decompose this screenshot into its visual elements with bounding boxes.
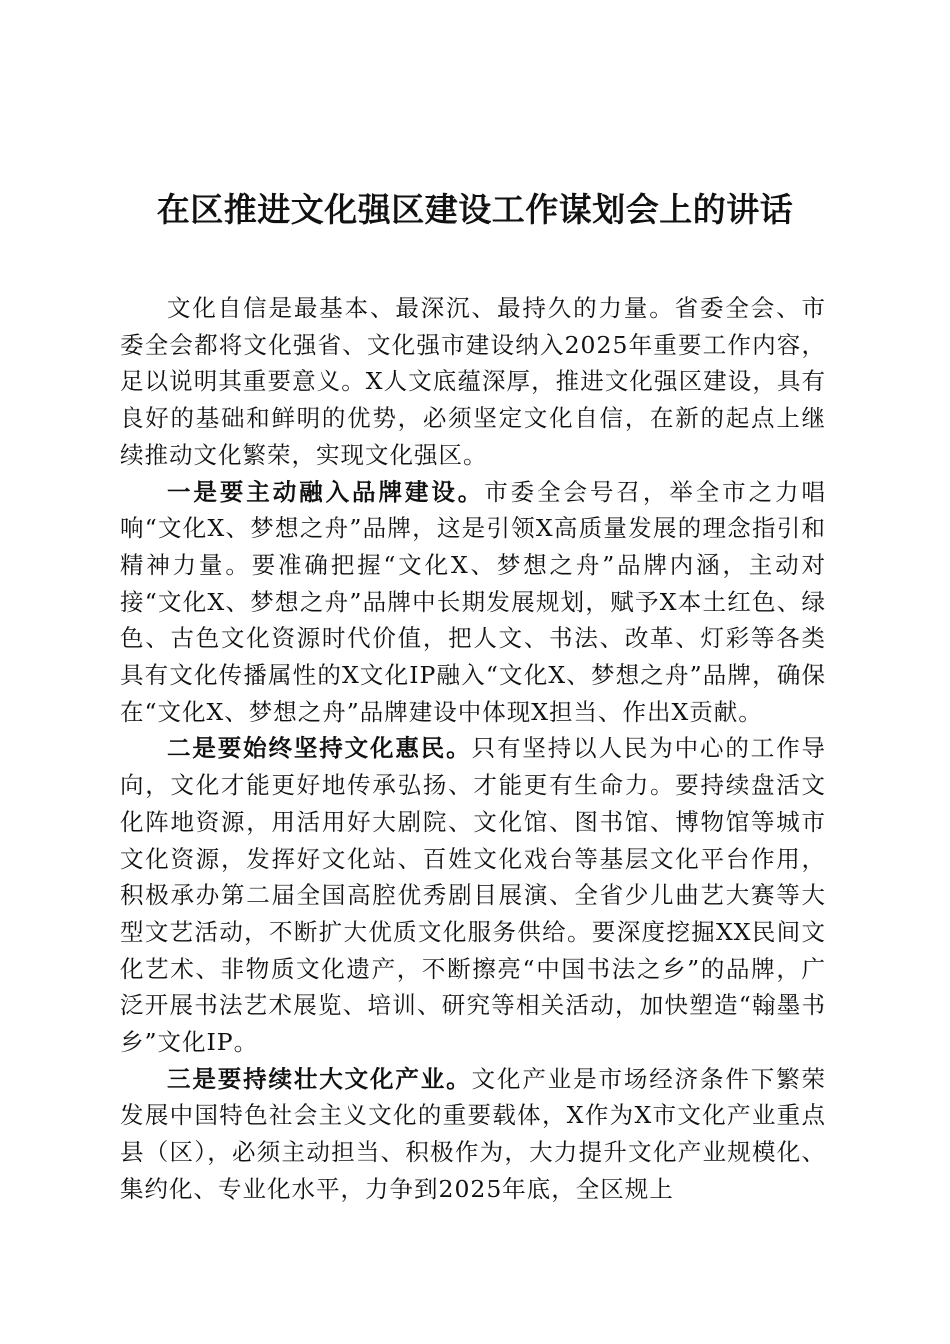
paragraph-lead: 三是要持续壮大文化产业。 [167, 1064, 472, 1093]
paragraph-text: 文化产业是市场经济条件下繁荣发展中国特色社会主义文化的重要载体，X作为X市文化产业重点县（区），必须主动担当、积极作为，大力提升文化产业规模化、集约化、专业化水平，力争到2025年底，全区规上 [120, 1064, 827, 1203]
paragraph-brand-building [120, 474, 826, 731]
document-body [120, 290, 826, 1208]
paragraph-text: 市委全会号召，举全市之力唱响“文化X、梦想之舟”品牌，这是引领X高质量发展的理念指引和精神力量。要准确把握“文化X、梦想之舟”品牌内涵，主动对接“文化X、梦想之舟”品牌中长期发展规划，赋予X本土红色、绿色、古色文化资源时代价值，把人文、书法、改革、灯彩等各类具有文化传播属性的X文化IP融入“文化X、梦想之舟”品牌，确保在“文化X、梦想之舟”品牌建设中体现X担当、作出X贡献。 [120, 477, 826, 726]
paragraph-lead: 一是要主动融入品牌建设。 [167, 477, 485, 506]
paragraph-intro [120, 290, 826, 474]
paragraph-text: 文化自信是最基本、最深沉、最持久的力量。省委全会、市委全会都将文化强省、文化强市建设纳入2025年重要工作内容，足以说明其重要意义。X人文底蕴深厚，推进文化强区建设，具有良好的基础和鲜明的优势，必须坚定文化自信，在新的起点上继续推动文化繁荣，实现文化强区。 [120, 294, 826, 469]
document-title: 在区推进文化强区建设工作谋划会上的讲话 [156, 190, 794, 229]
paragraph-culture-for-people [120, 730, 826, 1060]
paragraph-lead: 二是要始终坚持文化惠民。 [167, 734, 472, 763]
paragraph-text: 只有坚持以人民为中心的工作导向，文化才能更好地传承弘扬、才能更有生命力。要持续盘活文化阵地资源，用活用好大剧院、文化馆、图书馆、博物馆等城市文化资源，发挥好文化站、百姓文化戏台等基层文化平台作用，积极承办第二届全国高腔优秀剧目展演、全省少儿曲艺大赛等大型文艺活动，不断扩大优质文化服务供给。要深度挖掘XX民间文化艺术、非物质文化遗产，不断擦亮“中国书法之乡”的品牌，广泛开展书法艺术展览、培训、研究等相关活动，加快塑造“翰墨书乡”文化IP。 [120, 734, 827, 1057]
paragraph-culture-industry [120, 1061, 826, 1208]
